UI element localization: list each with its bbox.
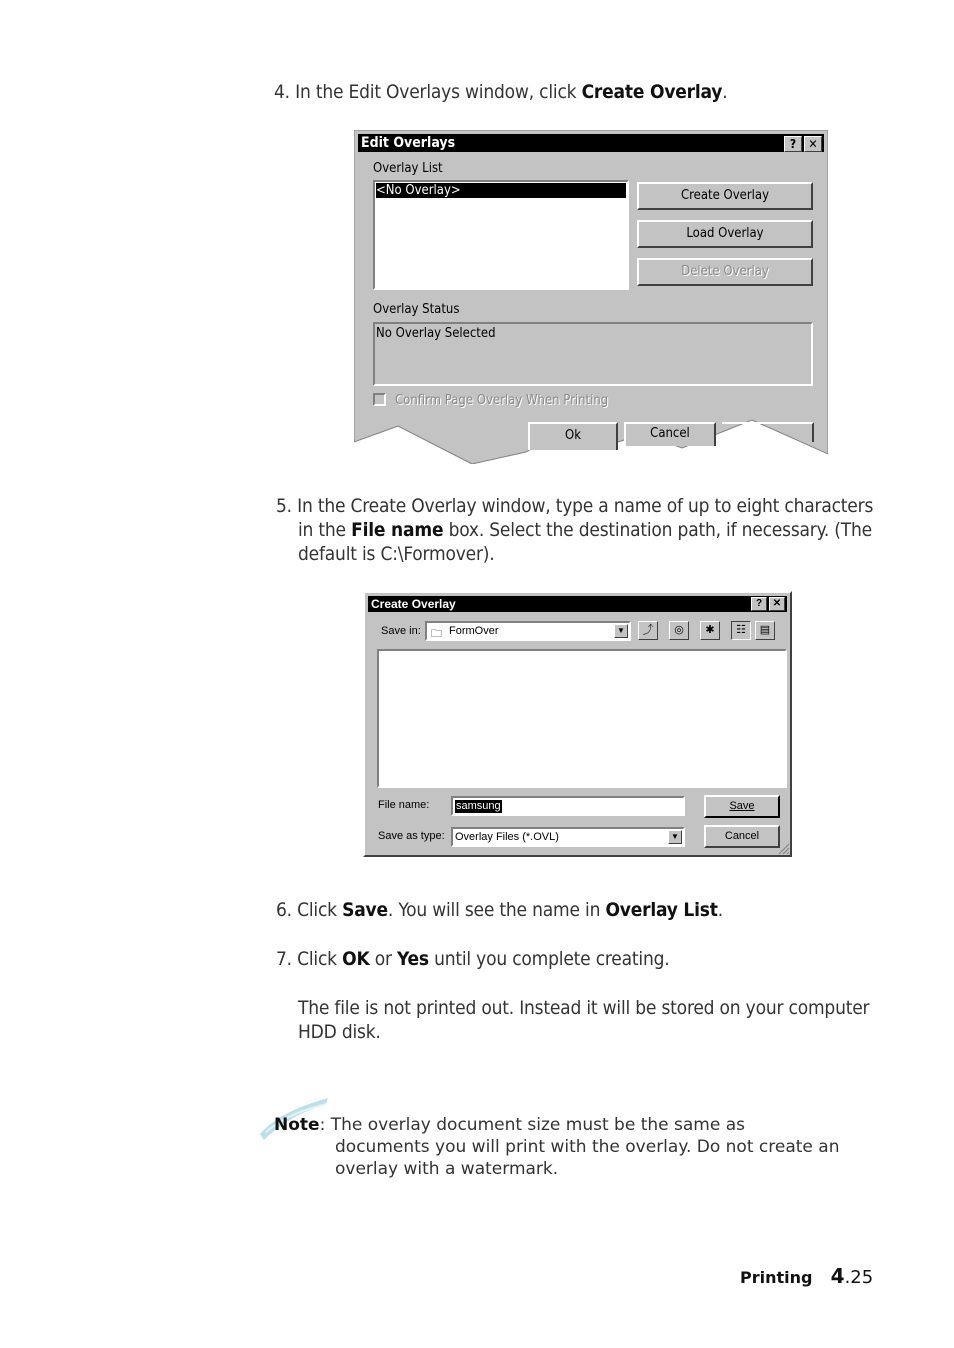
folder-icon: 🗀 bbox=[431, 628, 442, 640]
footer-section: Printing bbox=[740, 1268, 813, 1287]
confirm-checkbox[interactable] bbox=[373, 393, 386, 406]
footer-chapter: 4 bbox=[830, 1264, 845, 1288]
step-6-t2: . You will see the name in bbox=[387, 899, 606, 921]
step-5-line1: In the Create Overlay window, type a name of up to eight characters bbox=[297, 495, 874, 517]
step-4-text: In the Edit Overlays window, click bbox=[295, 81, 582, 103]
step-7-number: 7. bbox=[276, 948, 292, 970]
step-5-line2b: box. Select the destination path, if necessary. (The bbox=[443, 519, 872, 541]
step-7-t1: Click bbox=[297, 948, 343, 970]
delete-overlay-button[interactable]: Delete Overlay bbox=[637, 258, 813, 286]
save-in-dropdown[interactable] bbox=[425, 621, 631, 641]
file-name-label-text: File name: bbox=[378, 799, 430, 811]
step-6-b2: Overlay List bbox=[605, 899, 718, 921]
load-overlay-button[interactable]: Load Overlay bbox=[637, 220, 813, 248]
list-view-icon[interactable]: ☷ bbox=[731, 621, 751, 640]
resize-grip-icon[interactable] bbox=[778, 843, 790, 855]
file-browser-area[interactable] bbox=[377, 649, 787, 788]
step-5-bold: File name bbox=[351, 519, 444, 541]
note: Note: The overlay document size must be the same as documents you will print with the overlay. Do not create an overlay with a watermark. bbox=[274, 1115, 840, 1179]
create-overlay-titlebar bbox=[368, 596, 787, 612]
up-folder-icon[interactable]: ⤴ bbox=[638, 621, 658, 640]
step-7-paragraph bbox=[298, 996, 869, 1044]
ok-button[interactable]: Ok bbox=[528, 422, 618, 450]
step-7-b2: Yes bbox=[397, 948, 429, 970]
overlay-list-label: Overlay List bbox=[373, 161, 443, 176]
step-6-t3: . bbox=[717, 899, 723, 921]
confirm-checkbox-label: Confirm Page Overlay When Printing bbox=[395, 393, 609, 408]
step-7-t3: until you complete creating. bbox=[428, 948, 670, 970]
save-button-label: Save bbox=[729, 800, 755, 812]
step-5-line3: default is C:\Formover). bbox=[298, 543, 495, 565]
create-overlay-button[interactable]: Create Overlay bbox=[637, 182, 813, 210]
create-overlay-title: Create Overlay bbox=[371, 597, 456, 611]
save-button[interactable] bbox=[704, 795, 780, 818]
step-7-para-line2: HDD disk. bbox=[298, 1021, 381, 1043]
overlay-list[interactable] bbox=[373, 180, 629, 290]
step-7-para-line1: The file is not printed out. Instead it will be stored on your computer bbox=[298, 997, 870, 1019]
step-7-t2: or bbox=[369, 948, 398, 970]
note-line1: The overlay document size must be the same as bbox=[330, 1115, 745, 1135]
save-in-label: Save in: bbox=[381, 625, 421, 637]
note-line2: documents you will print with the overlay. Do not create an bbox=[335, 1137, 840, 1157]
step-7-b1: OK bbox=[342, 948, 370, 970]
footer-page: .25 bbox=[844, 1267, 874, 1288]
edit-overlays-dialog bbox=[354, 130, 828, 464]
step-6-number: 6. bbox=[276, 899, 292, 921]
edit-overlays-titlebar bbox=[358, 134, 824, 152]
step-5-number: 5. bbox=[276, 495, 292, 517]
save-in-value: FormOver bbox=[449, 625, 499, 637]
note-label: Note bbox=[274, 1115, 320, 1135]
chevron-down-icon[interactable]: ▼ bbox=[614, 624, 628, 638]
step-4-bold: Create Overlay bbox=[581, 81, 723, 103]
file-name-input[interactable] bbox=[451, 796, 685, 816]
step-6 bbox=[276, 898, 723, 922]
desktop-icon[interactable]: ◎ bbox=[669, 621, 689, 640]
chevron-down-icon[interactable]: ▼ bbox=[668, 830, 682, 844]
page-footer bbox=[740, 1264, 873, 1288]
edit-overlays-title: Edit Overlays bbox=[361, 135, 456, 151]
list-item[interactable]: <No Overlay> bbox=[376, 183, 626, 198]
step-4-end: . bbox=[722, 81, 728, 103]
step-6-t1: Click bbox=[297, 899, 343, 921]
step-4 bbox=[274, 80, 727, 104]
step-5-line2a: in the bbox=[298, 519, 352, 541]
create-overlay-dialog bbox=[363, 591, 792, 857]
details-view-icon[interactable]: ▤ bbox=[755, 621, 775, 640]
cancel-button[interactable]: Cancel bbox=[624, 422, 716, 446]
step-4-number: 4. bbox=[274, 81, 290, 103]
close-icon[interactable]: ✕ bbox=[769, 597, 785, 611]
cancel-button[interactable]: Cancel bbox=[704, 825, 780, 848]
save-as-type-dropdown[interactable] bbox=[451, 827, 685, 847]
note-line3: overlay with a watermark. bbox=[335, 1159, 559, 1179]
new-folder-icon[interactable]: ✱ bbox=[700, 621, 720, 640]
file-name-label bbox=[378, 799, 429, 811]
save-as-type-label: Save as type: bbox=[378, 830, 445, 842]
save-as-type-value: Overlay Files (*.OVL) bbox=[455, 831, 559, 843]
overlay-status-text: No Overlay Selected bbox=[376, 326, 496, 341]
third-button-fragment bbox=[722, 422, 814, 442]
overlay-status-label: Overlay Status bbox=[373, 302, 460, 317]
help-button[interactable]: ? bbox=[784, 136, 802, 152]
file-name-value: samsung bbox=[456, 800, 501, 812]
step-5 bbox=[276, 494, 873, 566]
help-button[interactable]: ? bbox=[751, 597, 767, 611]
overlay-status-box bbox=[373, 322, 813, 386]
step-6-b1: Save bbox=[342, 899, 388, 921]
step-7 bbox=[276, 947, 669, 971]
close-icon[interactable]: ✕ bbox=[804, 136, 822, 152]
